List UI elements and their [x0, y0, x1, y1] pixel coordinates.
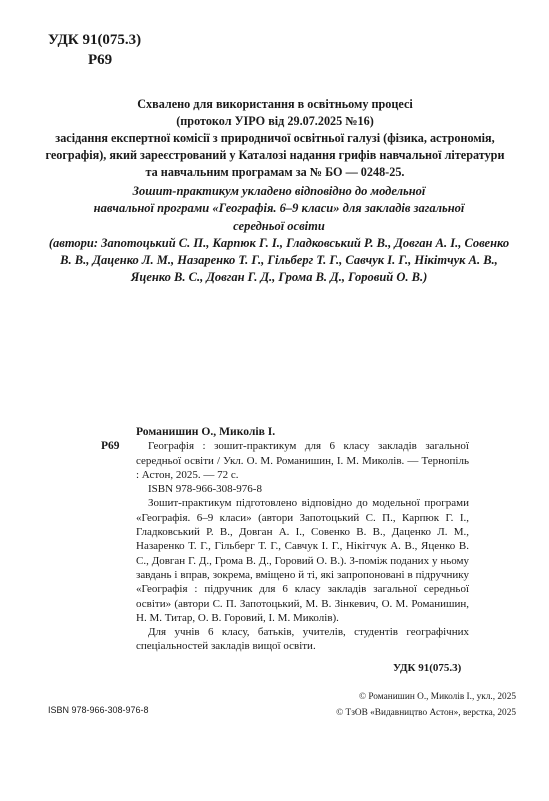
- bibliography-annotation: Зошит-практикум підготовлено відповідно до модельної програми «Географія. 6–9 класи» (автори Запотоцький С. П., Карпюк Г. І., Гладковський Р. В., Довган А. І., Совенко В. В., Даценко Л. М., Назаренко Т. Г., Гільберг Т. Г., Савчук І. Г., Нікітчук А. В., Яценко В. С., Довган Г. Д., Грома В. Д., Горовий О. В.). З-поміж поданих у ньому завдань і вправ, зокрема, вміщено й ті, які запропоновані в підручнику «Географія : підручник для 6 класу закладів загальної середньої освіти» (автори С. П. Запотоцький, М. В. Зінкевич, О. М. Романишин, Н. М. Титар, О. В. Горовий, І. М. Миколів).: [136, 497, 469, 624]
- copyright-block: [336, 690, 516, 721]
- approval-body: засідання експертної комісії з природничої освітньої галузі (фізика, астрономія, географія), який зареєстрований у Каталозі надання грифів навчальної літератури та навчальним програмам за № БО — 0248-25.: [45, 131, 505, 179]
- bibliography-authors: Романишин О., Миколів І.: [136, 425, 276, 438]
- shelf-code: Р69: [88, 52, 113, 68]
- approval-protocol: (протокол УІРО від 29.07.2025 №16): [176, 114, 374, 128]
- copyright-compilers: © Романишин О., Миколів І., укл., 2025: [358, 692, 516, 702]
- prepared-authors: (автори: Запотоцький С. П., Карпюк Г. І., Гладковський Р. В., Довган А. І., Совенко В. В., Даценко Л. М., Назаренко Т. Г., Гільберг Т. Г., Савчук І. Г., Нікітчук А. В., Яценко В. С., Довган Г. Д., Грома В. Д., Горовий О. В.): [48, 235, 510, 285]
- bibliography-description: Географія : зошит-практикум для 6 класу закладів загальної середньої освіти / Укл. О. М. Романишин, І. М. Миколів. — Тернопіль : Астон, 2025. — 72 с.: [136, 440, 469, 481]
- udk-footer-code: УДК 91(075.3): [393, 662, 462, 674]
- isbn-footer: ISBN 978-966-308-976-8: [48, 705, 149, 715]
- prepared-note: [48, 183, 510, 287]
- bibliography-audience: Для учнів 6 класу, батьків, учителів, студентів географічних спеціальностей закладів вищої освіти.: [136, 626, 469, 653]
- prepared-line-1: Зошит-практикум укладено відповідно до модельної: [132, 184, 426, 198]
- bibliography-record: [136, 425, 469, 654]
- bibliography-code: Р69: [101, 440, 120, 452]
- approval-block: [40, 96, 510, 181]
- copyright-publisher: © ТзОВ «Видавництво Астон», верстка, 2025: [336, 707, 516, 718]
- udk-code: УДК 91(075.3): [48, 32, 142, 48]
- prepared-line-3: середньої освіти: [233, 218, 325, 233]
- udk-header: [48, 30, 141, 70]
- approval-title: Схвалено для використання в освітньому процесі: [137, 97, 413, 111]
- bibliography-isbn: ISBN 978-966-308-976-8: [148, 483, 262, 496]
- prepared-line-2: навчальної програми «Географія. 6–9 класи» для закладів загальної: [93, 201, 465, 216]
